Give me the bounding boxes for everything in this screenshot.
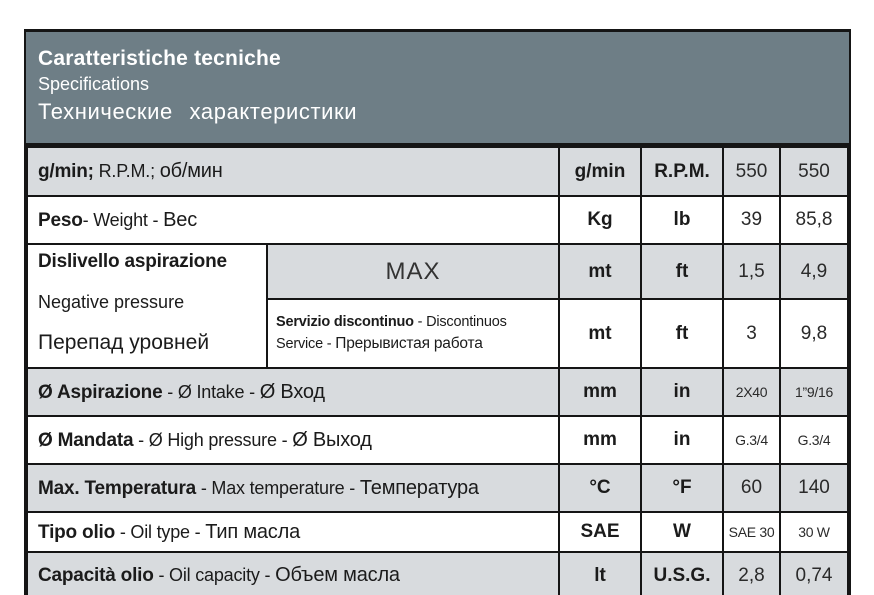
row-oil-capacity-label-bold: Capacità olio [38, 565, 154, 586]
row-oil-type-label-mid: - Oil type - [115, 521, 206, 542]
row-oil-type-label-ru: Тип масла [205, 520, 300, 543]
row-oil-capacity-unit-imperial: U.S.G. [641, 552, 723, 595]
row-weight-label-mid: - Weight - [82, 209, 164, 230]
row-temperature [27, 464, 848, 512]
row-suction-disc-label [267, 299, 559, 368]
row-outlet-label-bold: Ø Mandata [38, 429, 134, 451]
row-outlet-unit-metric: mm [559, 416, 641, 464]
row-oil-capacity [27, 552, 848, 595]
row-intake-label [27, 368, 559, 416]
row-temperature-value-imperial: 140 [780, 464, 848, 512]
row-speed-label [27, 147, 559, 196]
row-suction-disc-label-mid: - Discontinuos Service - [276, 313, 507, 352]
row-oil-capacity-value-metric: 2,8 [723, 552, 780, 595]
row-outlet [27, 416, 848, 464]
row-suction-label-stack [38, 251, 260, 355]
row-intake-value-metric: 2X40 [723, 368, 780, 416]
row-weight-unit-metric: Kg [559, 196, 641, 244]
row-temperature-unit-metric: °C [559, 464, 641, 512]
row-intake-value-imperial: 1”9/16 [780, 368, 848, 416]
row-suction-max-value-imperial: 4,9 [780, 244, 848, 299]
row-oil-capacity-label-mid: - Oil capacity - [153, 565, 276, 585]
row-outlet-unit-imperial: in [641, 416, 723, 464]
header-title-russian: Технические характеристики [38, 99, 358, 124]
row-suction-max-value-metric: 1,5 [723, 244, 780, 299]
row-suction-disc-unit-imperial: ft [641, 299, 723, 368]
row-suction-max [27, 244, 848, 299]
row-weight-unit-imperial: lb [641, 196, 723, 244]
row-suction-disc-value-imperial: 9,8 [780, 299, 848, 368]
row-weight-label [27, 196, 559, 244]
row-suction-disc-label-ru: Прерывистая работа [335, 334, 483, 352]
row-speed-unit-imperial: R.P.M. [641, 147, 723, 196]
row-speed-label-ru: об/мин [159, 160, 223, 182]
row-intake [27, 368, 848, 416]
specifications-card [24, 29, 851, 595]
row-outlet-label-ru: Ø Выход [292, 428, 372, 451]
row-weight-label-ru: Вес [163, 208, 197, 231]
row-oil-capacity-label-ru: Объем масла [275, 564, 400, 586]
row-outlet-label-mid: - Ø High pressure - [133, 429, 293, 450]
row-temperature-label-ru: Температура [359, 476, 479, 499]
row-intake-unit-metric: mm [559, 368, 641, 416]
row-oil-type-unit-imperial: W [641, 512, 723, 552]
row-temperature-label [27, 464, 559, 512]
row-outlet-value-imperial: G.3/4 [780, 416, 848, 464]
row-oil-capacity-label [27, 552, 559, 595]
row-speed-label-mid: R.P.M.; [93, 161, 160, 181]
table-header [26, 32, 849, 146]
row-temperature-value-metric: 60 [723, 464, 780, 512]
row-speed-label-bold: g/min; [38, 161, 94, 182]
row-oil-capacity-unit-metric: lt [559, 552, 641, 595]
row-intake-label-mid: - Ø Intake - [162, 381, 260, 402]
row-suction-label-english: Negative pressure [38, 291, 185, 312]
row-oil-capacity-value-imperial: 0,74 [780, 552, 848, 595]
row-intake-label-ru: Ø Вход [259, 380, 325, 403]
row-suction-label [27, 244, 267, 368]
row-oil-type-value-metric: SAE 30 [723, 512, 780, 552]
row-oil-type [27, 512, 848, 552]
row-suction-label-russian: Перепад уровней [38, 331, 210, 354]
spec-table [26, 146, 849, 595]
row-oil-type-label [27, 512, 559, 552]
header-title-italian: Caratteristiche tecniche [38, 47, 281, 70]
row-oil-type-unit-metric: SAE [559, 512, 641, 552]
row-suction-disc-value-metric: 3 [723, 299, 780, 368]
row-suction-max-unit-imperial: ft [641, 244, 723, 299]
row-weight-value-metric: 39 [723, 196, 780, 244]
row-weight-label-bold: Peso [38, 209, 83, 231]
row-suction-max-label: MAX [267, 244, 559, 299]
row-temperature-label-mid: - Max temperature - [196, 477, 360, 498]
row-oil-type-label-bold: Tipo olio [38, 521, 116, 543]
row-intake-unit-imperial: in [641, 368, 723, 416]
row-suction-disc-unit-metric: mt [559, 299, 641, 368]
row-weight [27, 196, 848, 244]
row-temperature-label-bold: Max. Temperatura [38, 477, 197, 499]
row-outlet-value-metric: G.3/4 [723, 416, 780, 464]
row-speed-value-imperial: 550 [780, 147, 848, 196]
row-suction-disc-label-bold: Servizio discontinuo [276, 313, 414, 330]
row-weight-value-imperial: 85,8 [780, 196, 848, 244]
header-title-english: Specifications [38, 74, 150, 94]
row-speed [27, 147, 848, 196]
row-oil-type-value-imperial: 30 W [780, 512, 848, 552]
row-speed-unit-metric: g/min [559, 147, 641, 196]
row-outlet-label [27, 416, 559, 464]
row-suction-label-italian: Dislivello aspirazione [38, 251, 227, 272]
row-speed-value-metric: 550 [723, 147, 780, 196]
row-temperature-unit-imperial: °F [641, 464, 723, 512]
row-suction-max-unit-metric: mt [559, 244, 641, 299]
row-intake-label-bold: Ø Aspirazione [38, 381, 163, 403]
